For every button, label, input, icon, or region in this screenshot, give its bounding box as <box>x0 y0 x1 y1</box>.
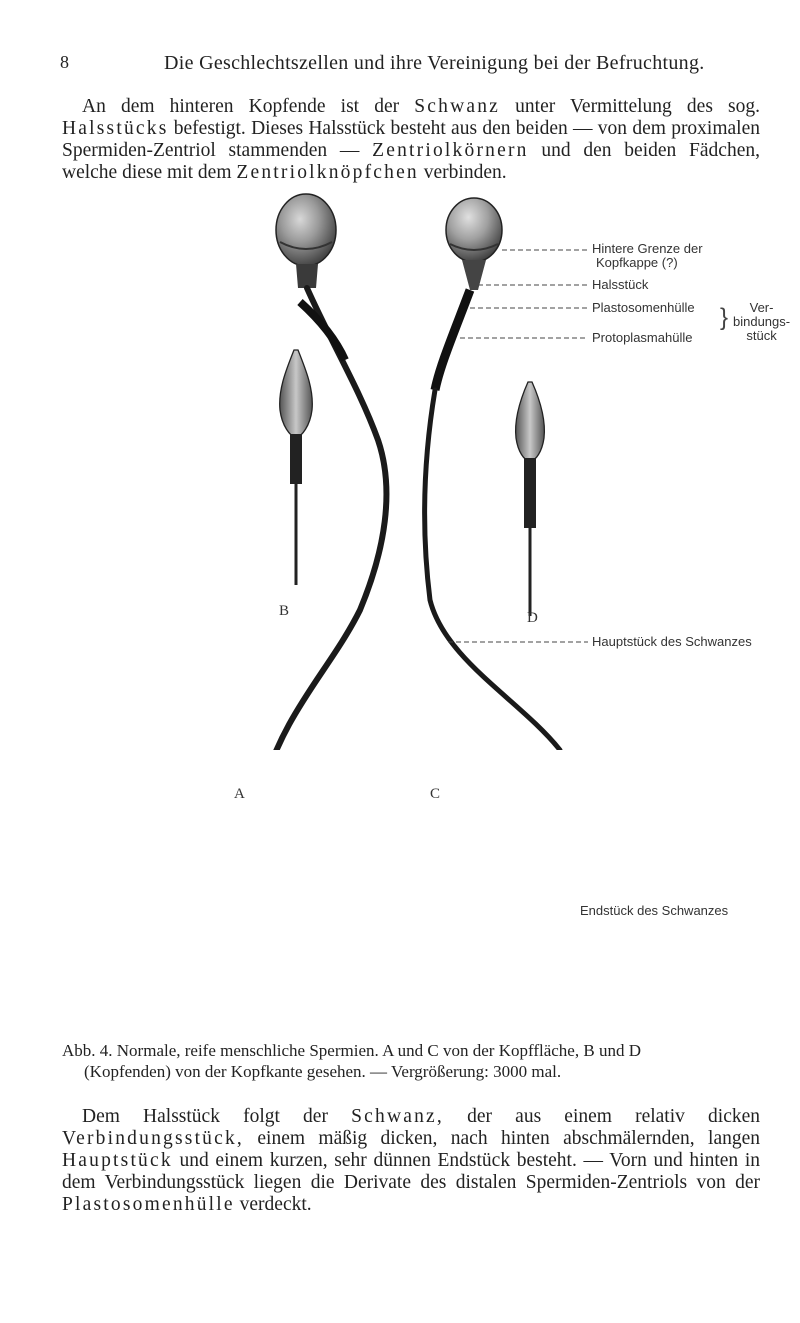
label-protoplasmahuelle: Protoplasmahülle <box>592 330 693 345</box>
brace-icon: } <box>720 304 729 331</box>
label-plastosomenhuelle: Plastosomenhülle <box>592 300 695 315</box>
term-plastosomenhuelle: Plastosomenhülle <box>62 1194 235 1215</box>
term-schwanz-2: Schwanz, <box>351 1106 444 1127</box>
sperm-d <box>516 382 545 616</box>
term-zentriolknoepfchen: Zentriolknöpfchen <box>236 162 419 183</box>
label-verbindungsstueck: Ver- bindungs- stück <box>733 300 791 343</box>
intro-paragraph: An dem hinteren Kopfende ist der Schwanz unter Vermittelung des sog. Halsstücks befestigt. Dieses Halsstück besteht aus den beiden — von dem proximalen Spermiden-Zentriol stammenden — Zentriolkörnern und den beiden Fädchen, welche diese mit dem Zentriolknöpfchen verbinden. <box>62 96 760 183</box>
running-header <box>60 52 750 82</box>
sperm-a <box>248 194 386 750</box>
running-title: Die Geschlechtszellen und ihre Vereinigung bei der Befruchtung. <box>164 52 705 74</box>
tail-paragraph: Dem Halsstück folgt der Schwanz, der aus einem relativ dicken Verbindungsstück, einem mäßig dicken, nach hinten abschmälernden, langen Hauptstück und einem kurzen, sehr dünnen Endstück besteht. — Vorn und hinten in dem Verbindungsstück liegen die Derivate des distalen Spermiden-Zentriols von der Plastosomenhülle verdeckt. <box>62 1106 761 1215</box>
sperm-illustration <box>0 190 800 750</box>
sperm-b <box>280 350 313 585</box>
label-kopfkappe: Hintere Grenze der Kopfkappe (?) <box>592 241 703 270</box>
figure-caption: Abb. 4. Normale, reife menschliche Spermien. A und C von der Kopffläche, B und D (Kopfenden) von der Kopfkante gesehen. — Vergrößerung: 3000 mal. <box>62 1041 641 1081</box>
label-letter-d: D <box>527 610 538 626</box>
label-halsstueck: Halsstück <box>592 277 649 292</box>
sperm-figure <box>0 190 800 918</box>
label-letter-b: B <box>279 603 290 619</box>
sperm-c <box>425 198 584 750</box>
label-hauptstueck: Hauptstück des Schwanzes <box>592 634 752 649</box>
term-halsstueck: Halsstücks <box>62 118 169 139</box>
label-endstueck: Endstück des Schwanzes <box>580 903 729 918</box>
label-letter-a: A <box>234 786 245 802</box>
term-schwanz: Schwanz <box>414 96 501 117</box>
term-verbindungsstueck: Verbindungsstück, <box>62 1128 245 1149</box>
term-hauptstueck: Hauptstück <box>62 1150 173 1171</box>
term-zentriolkoerner: Zentriolkörnern <box>372 140 529 161</box>
page-number: 8 <box>60 52 69 72</box>
label-letter-c: C <box>430 786 441 802</box>
